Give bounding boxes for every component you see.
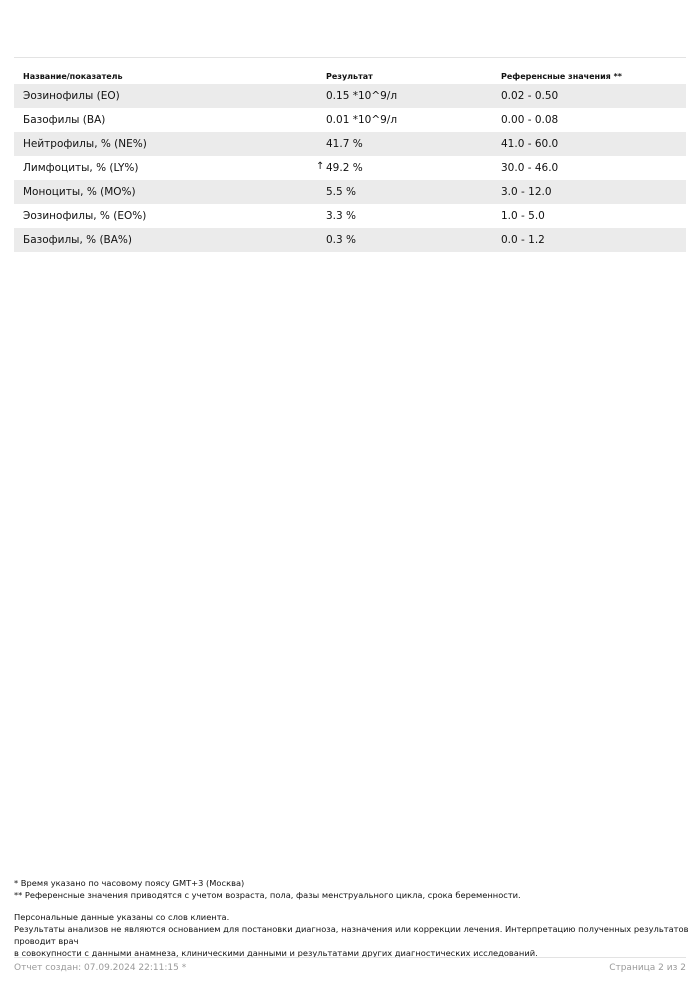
page-footer <box>14 963 686 973</box>
footnote-reference: ** Референсные значения приводятся с учетом возраста, пола, фазы менструального цикла, срока беременности. <box>14 890 521 900</box>
table-row <box>14 228 686 252</box>
table-row <box>14 180 686 204</box>
row-result-value: 0.3 % <box>326 234 357 246</box>
footnote-disclaimer-line1: Результаты анализов не являются основанием для постановки диагноза, назначения или коррекции лечения. Интерпретацию полученных результатов проводит врач <box>14 924 689 946</box>
row-name: Моноциты, % (MO%) <box>23 186 136 198</box>
row-result <box>326 234 501 246</box>
row-result-value: 3.3 % <box>326 210 357 222</box>
row-name: Эозинофилы (EO) <box>23 90 120 102</box>
results-table <box>14 68 686 252</box>
row-result-value: 41.7 % <box>326 138 363 150</box>
footnote-timezone: * Время указано по часовому поясу GMT+3 (Москва) <box>14 878 245 888</box>
row-reference: 0.02 - 0.50 <box>501 90 559 102</box>
table-row <box>14 156 686 180</box>
table-row <box>14 204 686 228</box>
row-name: Базофилы, % (BA%) <box>23 234 132 246</box>
row-reference: 41.0 - 60.0 <box>501 138 559 150</box>
row-result <box>326 114 501 126</box>
header-name: Название/показатель <box>23 71 123 81</box>
arrow-up-icon: ↑ <box>316 161 325 172</box>
report-created: Отчет создан: 07.09.2024 22:11:15 * <box>14 963 187 973</box>
table-header <box>14 68 686 84</box>
table-row <box>14 108 686 132</box>
row-result-value: 0.01 *10^9/л <box>326 114 398 126</box>
row-result <box>326 186 501 198</box>
row-result <box>316 161 501 174</box>
row-result-value: 49.2 % <box>326 162 363 174</box>
row-name: Эозинофилы, % (EO%) <box>23 210 147 222</box>
top-divider <box>14 57 686 58</box>
row-result-value: 0.15 *10^9/л <box>326 90 398 102</box>
row-reference: 1.0 - 5.0 <box>501 210 545 222</box>
header-reference: Референсные значения ** <box>501 71 622 81</box>
row-reference: 30.0 - 46.0 <box>501 162 559 174</box>
row-name: Нейтрофилы, % (NE%) <box>23 138 147 150</box>
footnote-personal-data: Персональные данные указаны со слов клиента. <box>14 912 230 922</box>
row-reference: 3.0 - 12.0 <box>501 186 552 198</box>
row-result-value: 5.5 % <box>326 186 357 198</box>
bottom-divider <box>14 957 686 958</box>
row-name: Базофилы (BA) <box>23 114 106 126</box>
page-number: Страница 2 из 2 <box>609 963 686 973</box>
table-row <box>14 132 686 156</box>
footnote-disclaimer-line2: в совокупности с данными анамнеза, клиническими данными и результатами других диагностических исследований. <box>14 948 538 958</box>
header-result: Результат <box>326 71 373 81</box>
row-result <box>326 138 501 150</box>
table-row <box>14 84 686 108</box>
row-reference: 0.0 - 1.2 <box>501 234 545 246</box>
row-result <box>326 210 501 222</box>
row-reference: 0.00 - 0.08 <box>501 114 559 126</box>
footnotes <box>14 877 690 959</box>
row-name: Лимфоциты, % (LY%) <box>23 162 139 174</box>
row-result <box>326 90 501 102</box>
